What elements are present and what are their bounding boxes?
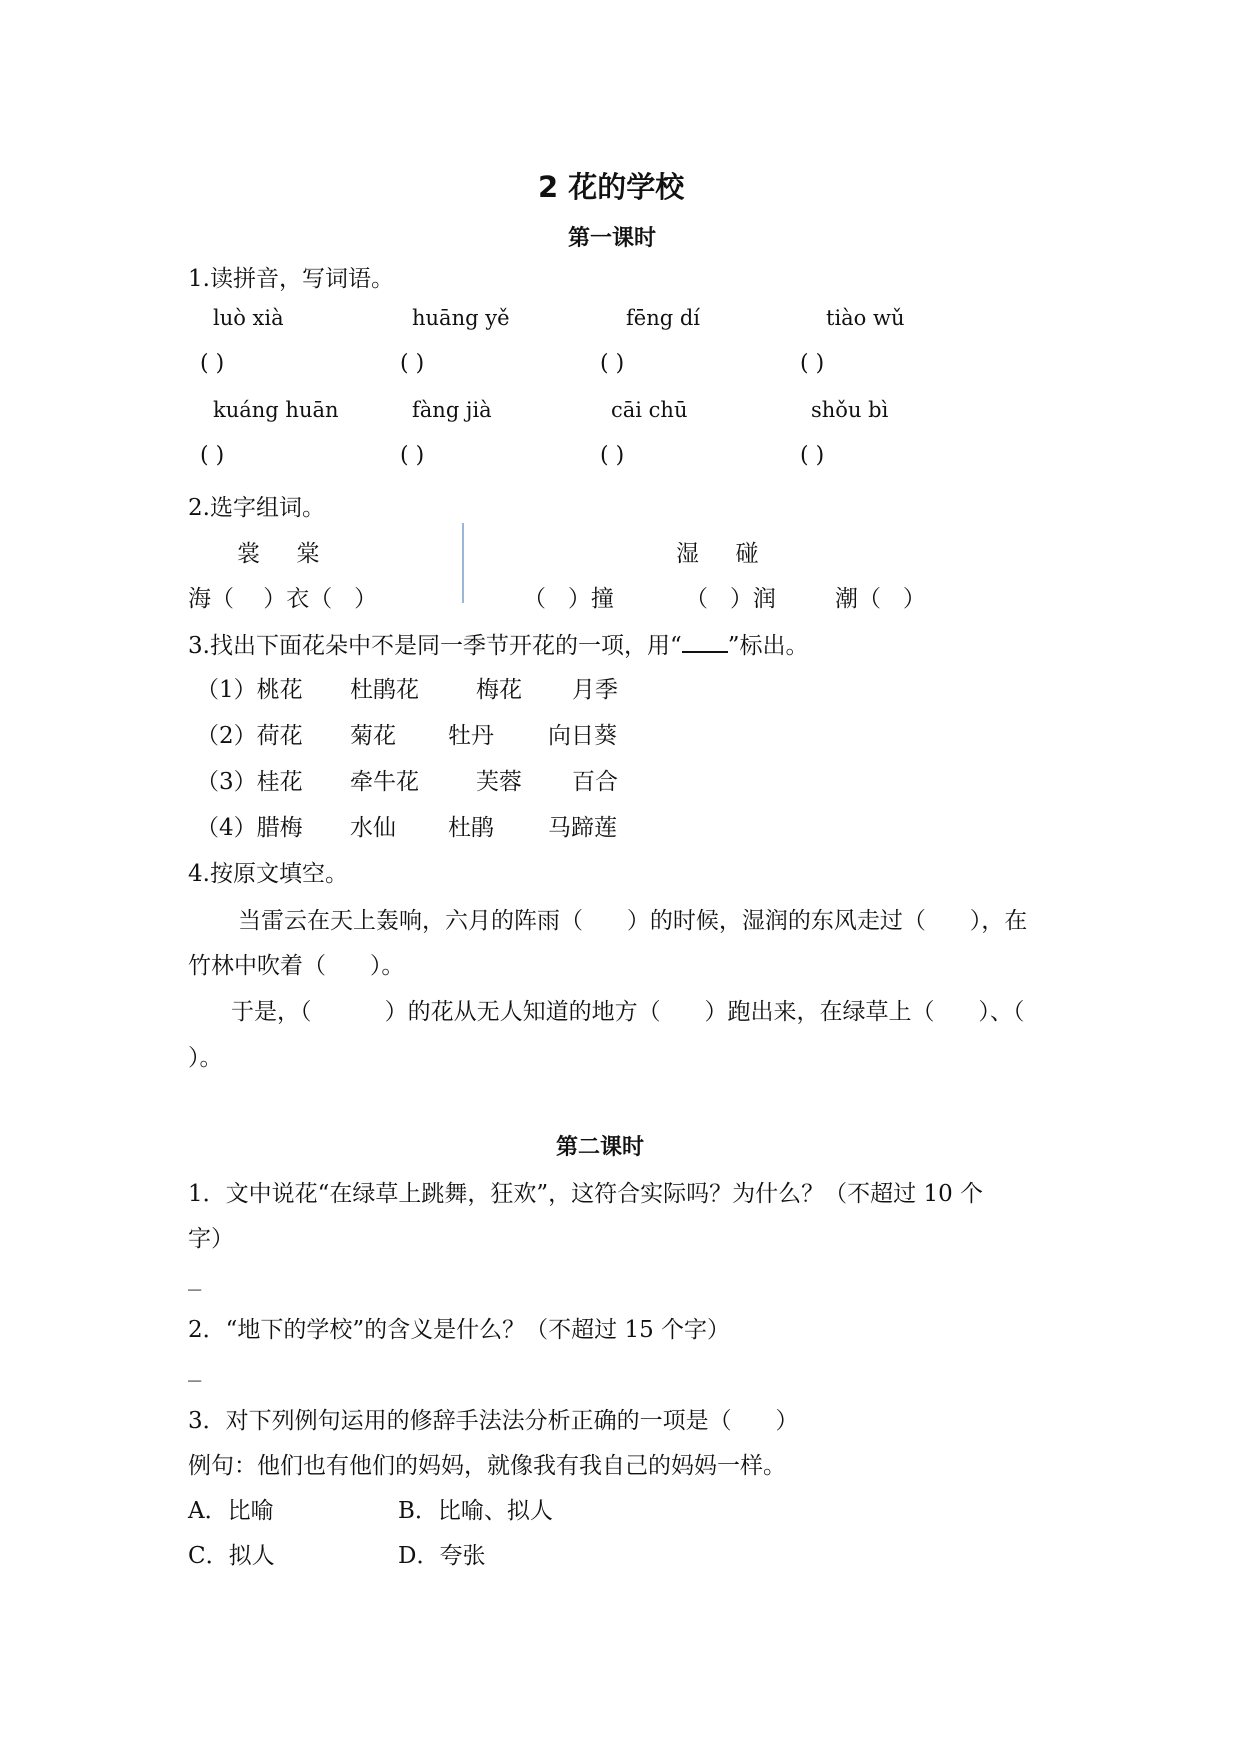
q1-title: 1.读拼音，写词语。 [188, 266, 394, 292]
option-c[interactable]: C．拟人 [188, 1543, 275, 1569]
q3-item[interactable]: 菊花 [350, 723, 396, 749]
q3-item[interactable]: 百合 [572, 769, 618, 795]
q2-title: 2.选字组词。 [188, 495, 325, 521]
q2-left-words: 海（ ）衣（ ） [188, 586, 378, 612]
q3-item[interactable]: 梅花 [476, 677, 522, 703]
option-d[interactable]: D．夸张 [398, 1543, 486, 1569]
answer-blank[interactable]: ( ) [800, 351, 825, 376]
column-divider [462, 523, 464, 603]
lesson1-heading: 第一课时 [568, 226, 657, 251]
q3-item[interactable]: 水仙 [350, 815, 396, 841]
q4-paragraph2-line1: 于是，（ ）的花从无人知道的地方（ ）跑出来，在绿草上（ ）、（ [231, 999, 1025, 1025]
q4-paragraph2-line2: ）。 [188, 1045, 223, 1071]
q4-paragraph1-line2: 竹林中吹着（ ）。 [188, 953, 405, 979]
pinyin-4: tiào wǔ [826, 306, 905, 330]
page-title: 2 花的学校 [538, 170, 685, 204]
q3-item[interactable]: （4）腊梅 [196, 815, 303, 841]
answer-blank[interactable]: ( ) [600, 351, 625, 376]
q3-item[interactable]: 向日葵 [548, 723, 617, 749]
option-b[interactable]: B．比喻、拟人 [398, 1498, 553, 1524]
q3-item[interactable]: 牵牛花 [350, 769, 419, 795]
q3-item[interactable]: 月季 [572, 677, 618, 703]
pinyin-1: luò xià [213, 306, 284, 330]
pinyin-5: kuáng huān [213, 398, 339, 422]
pinyin-2: huāng yě [412, 306, 510, 330]
q2-right-word-3: 潮（ ） [835, 586, 926, 612]
q3-item[interactable]: （1）桃花 [196, 677, 303, 703]
l2-q2: 2．“地下的学校”的含义是什么？（不超过 15 个字） [188, 1317, 731, 1343]
q3-item[interactable]: （2）荷花 [196, 723, 303, 749]
pinyin-6: fàng jià [412, 398, 492, 422]
pinyin-3: fēng dí [626, 306, 701, 330]
q3-item[interactable]: 杜鹃 [448, 815, 494, 841]
q2-right-word-2: （ ）润 [685, 586, 776, 612]
l2-q1-answer-line[interactable]: _ [188, 1266, 202, 1291]
l2-q2-answer-line[interactable]: _ [188, 1357, 202, 1382]
answer-blank[interactable]: ( ) [600, 443, 625, 468]
q3-item[interactable]: 杜鹃花 [350, 677, 419, 703]
answer-blank[interactable]: ( ) [800, 443, 825, 468]
l2-q3-example: 例句：他们也有他们的妈妈，就像我有我自己的妈妈一样。 [188, 1453, 786, 1479]
q2-right-chars: 湿 碰 [676, 541, 759, 567]
q3-item[interactable]: （3）桂花 [196, 769, 303, 795]
q3-title [188, 627, 808, 660]
q3-item[interactable]: 芙蓉 [476, 769, 522, 795]
underline-mark [682, 635, 728, 653]
q4-paragraph1-line1: 当雷云在天上轰响，六月的阵雨（ ）的时候，湿润的东风走过（ ），在 [238, 908, 1028, 934]
option-a[interactable]: A．比喻 [188, 1498, 274, 1524]
pinyin-7: cāi chū [611, 398, 688, 422]
q4-title: 4.按原文填空。 [188, 861, 348, 887]
l2-q1-line1: 1．文中说花“在绿草上跳舞，狂欢”，这符合实际吗？为什么？（不超过 10 个 [188, 1181, 984, 1207]
l2-q1-line2: 字） [188, 1226, 234, 1252]
answer-blank[interactable]: ( ) [400, 443, 425, 468]
q2-left-chars: 裳 棠 [237, 541, 320, 567]
lesson2-heading: 第二课时 [556, 1135, 645, 1160]
q3-item[interactable]: 牡丹 [448, 723, 494, 749]
q3-title-pre: 3.找出下面花朵中不是同一季节开花的一项，用“ [188, 633, 682, 659]
answer-blank[interactable]: ( ) [200, 443, 225, 468]
l2-q3: 3．对下列例句运用的修辞手法法分析正确的一项是（ ） [188, 1408, 799, 1434]
pinyin-8: shǒu bì [811, 398, 889, 422]
q2-right-word-1: （ ）撞 [523, 586, 614, 612]
q3-title-post: ”标出。 [727, 633, 809, 659]
answer-blank[interactable]: ( ) [200, 351, 225, 376]
q3-item[interactable]: 马蹄莲 [548, 815, 617, 841]
answer-blank[interactable]: ( ) [400, 351, 425, 376]
